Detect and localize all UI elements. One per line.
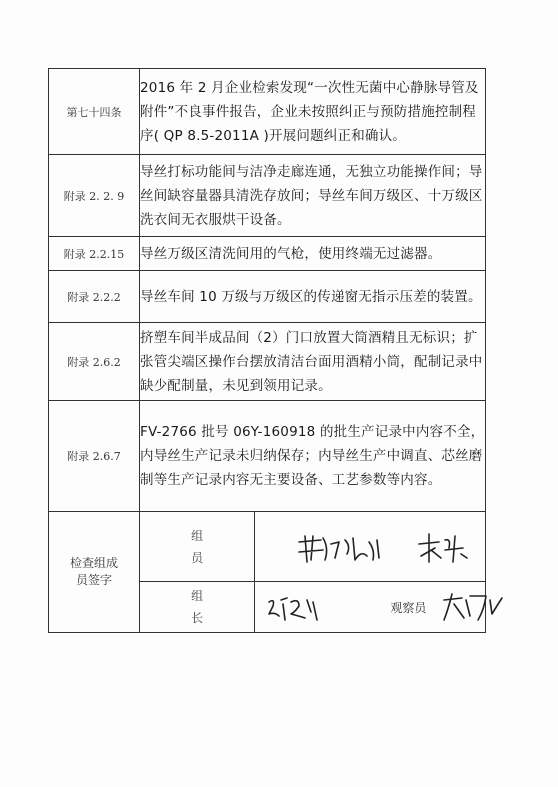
clause-ref: 附录 2.6.2 [49,323,140,401]
member-signature-1 [295,532,385,566]
signature-label [49,512,140,633]
finding-text: 导丝车间 10 万级与万级区的传递窗无指示压差的装置。 [140,271,486,323]
clause-ref: 附录 2. 2. 9 [49,155,140,237]
member-signatures [255,512,486,582]
member-label-cell [140,512,255,582]
clause-ref: 第七十四条 [49,69,140,155]
finding-text: 挤塑车间半成品间（2）门口放置大筒酒精且无标识；扩张管尖端区操作台摆放清洁台面用酒精小筒，配制记录中缺少配制量，未见到领用记录。 [140,323,486,401]
leader-signature [265,592,321,624]
leader-label-cell [140,582,255,633]
table-row [49,69,486,155]
table-row [49,271,486,323]
clause-ref: 附录 2.6.7 [49,401,140,512]
table-row [49,237,486,271]
observer-label: 观察员 [390,601,427,615]
finding-text: 导丝打标功能间与洁净走廊连通，无独立功能操作间；导丝间缺容量器具清洗存放间；导丝车间万级区、十万级区洗衣间无衣服烘干设备。 [140,155,486,237]
finding-text: 导丝万级区清洗间用的气枪，使用终端无过滤器。 [140,237,486,271]
finding-text: 2016 年 2 月企业检索发现“一次性无菌中心静脉导管及附件”不良事件报告，企业未按照纠正与预防措施控制程序( QP 8.5-2011A )开展问题纠正和确认。 [140,69,486,155]
clause-ref: 附录 2.2.2 [49,271,140,323]
table-row [49,401,486,512]
table-row [49,155,486,237]
inspection-findings-table [48,68,486,633]
member-signature-2 [415,532,471,564]
table-row [49,323,486,401]
leader-label: 组长 [191,589,204,625]
clause-ref: 附录 2.2.15 [49,237,140,271]
observer-signature [440,590,506,624]
finding-text: FV-2766 批号 06Y-160918 的批生产记录中内容不全，内导丝生产记录未归纳保存；内导丝生产中调直、芯丝磨制等生产记录内容无主要设备、工艺参数等内容。 [140,401,486,512]
signature-row-members [49,512,486,582]
leader-and-observer-signatures [255,582,486,633]
member-label: 组员 [191,528,204,565]
signature-label-text: 检查组成员签字 [69,556,118,587]
